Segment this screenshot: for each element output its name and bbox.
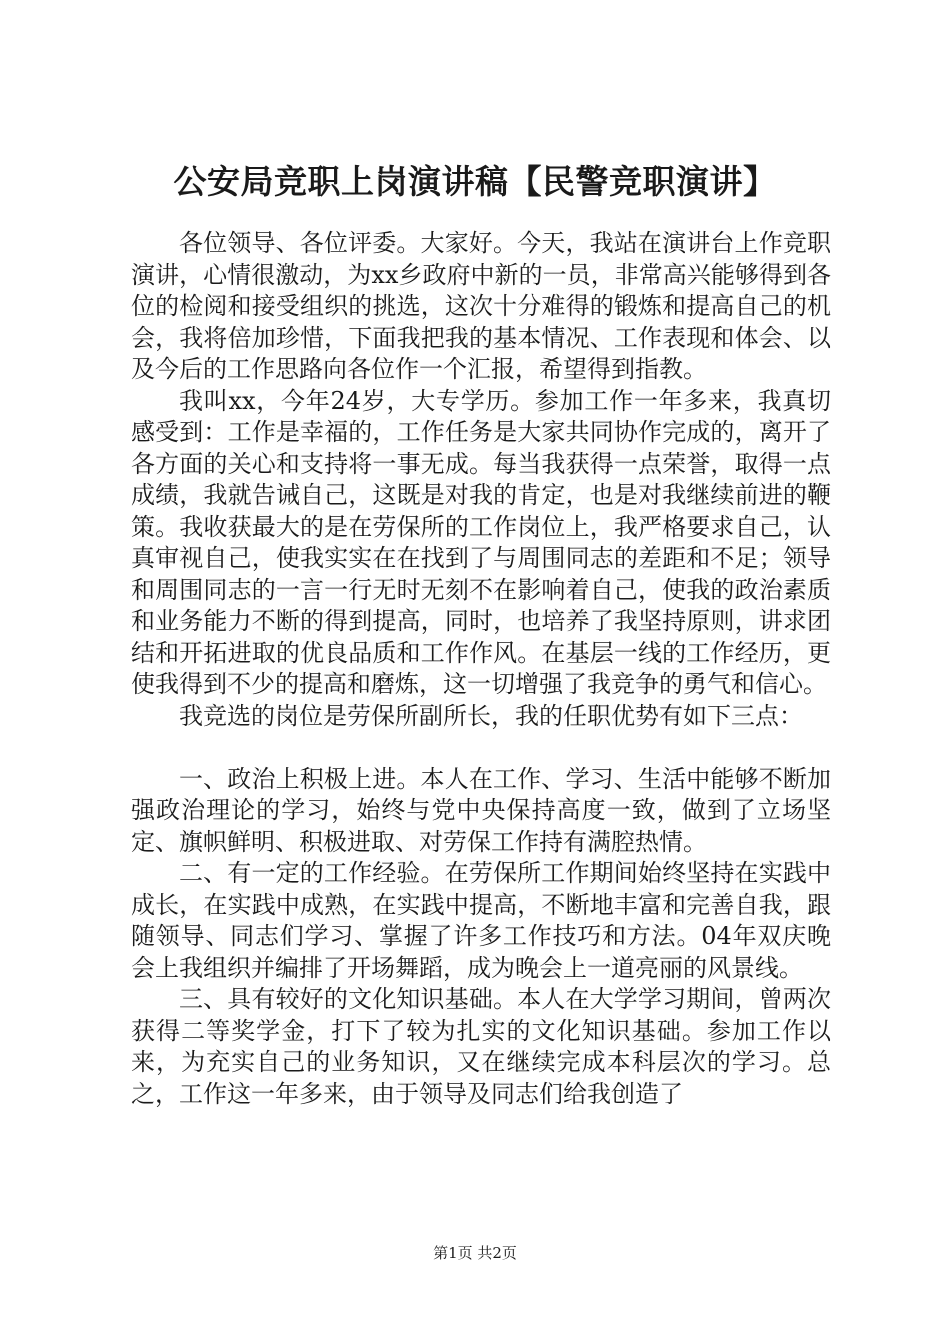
paragraph-position-advantages: 我竞选的岗位是劳保所副所长，我的任职优势有如下三点：: [179, 701, 803, 730]
paragraph-point-one: 一、政治上积极上进。本人在工作、学习、生活中能够不断加强政治理论的学习，始终与党中央保持高度一致，做到了立场坚定、旗帜鲜明、积极进取、对劳保工作持有满腔热情。: [131, 764, 831, 856]
paragraph-greeting: 各位领导、各位评委。大家好。今天，我站在演讲台上作竞职演讲，心情很激动，为xx乡政府中新的一员，非常高兴能够得到各位的检阅和接受组织的挑选，这次十分难得的锻炼和提高自己的机会，我将倍加珍惜，下面我把我的基本情况、工作表现和体会、以及今后的工作思路向各位作一个汇报，希望得到指教。: [131, 229, 831, 383]
paragraph-point-three: 三、具有较好的文化知识基础。本人在大学学习期间，曾两次获得二等奖学金，打下了较为扎实的文化知识基础。参加工作以来，为充实自己的业务知识，又在继续完成本科层次的学习。总之，工作这一年多来，由于领导及同志们给我创造了: [131, 985, 831, 1108]
page-number-footer: 第1页 共2页: [433, 1244, 517, 1262]
paragraph-point-two: 二、有一定的工作经验。在劳保所工作期间始终坚持在实践中成长，在实践中成熟，在实践中提高，不断地丰富和完善自我，跟随领导、同志们学习、掌握了许多工作技巧和方法。04年双庆晚会上我组织并编排了开场舞蹈，成为晚会上一道亮丽的风景线。: [131, 859, 831, 982]
document-title: 公安局竞职上岗演讲稿【民警竞职演讲】: [173, 162, 777, 201]
paragraph-self-introduction: 我叫xx，今年24岁，大专学历。参加工作一年多来，我真切感受到：工作是幸福的，工作任务是大家共同协作完成的，离开了各方面的关心和支持将一事无成。每当我获得一点荣誉，取得一点成绩，我就告诫自己，这既是对我的肯定，也是对我继续前进的鞭策。我收获最大的是在劳保所的工作岗位上，我严格要求自己，认真审视自己，使我实实在在找到了与周围同志的差距和不足；领导和周围同志的一言一行无时无刻不在影响着自己，使我的政治素质和业务能力不断的得到提高，同时，也培养了我坚持原则，讲求团结和开拓进取的优良品质和工作作风。在基层一线的工作经历，更使我得到不少的提高和磨炼，这一切增强了我竞争的勇气和信心。: [131, 386, 831, 698]
document-body: [131, 228, 831, 1110]
